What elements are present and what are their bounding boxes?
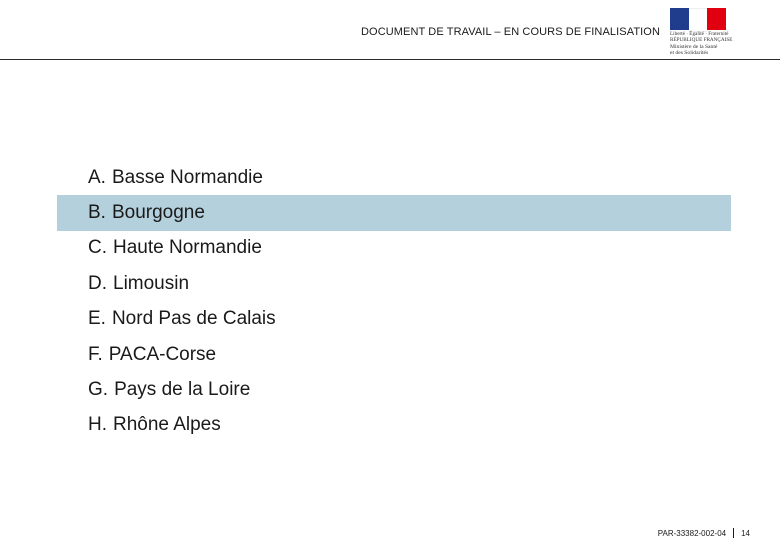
document-status-title: DOCUMENT DE TRAVAIL – EN COURS DE FINALISATION bbox=[361, 26, 660, 38]
list-item-letter: H. bbox=[88, 414, 107, 436]
region-list bbox=[57, 160, 731, 443]
logo-ministry-line1: Ministère de la Santé bbox=[670, 44, 718, 50]
list-item-label: Pays de la Loire bbox=[114, 379, 251, 401]
list-item-letter: E. bbox=[88, 308, 106, 330]
header-divider bbox=[0, 59, 780, 60]
list-item-label: Haute Normandie bbox=[113, 237, 262, 259]
list-item-label: Rhône Alpes bbox=[113, 414, 221, 436]
list-item-label: Limousin bbox=[113, 272, 190, 294]
document-reference: PAR-33382-002-04 bbox=[657, 529, 727, 538]
page-footer bbox=[658, 528, 750, 538]
list-item-letter: F. bbox=[88, 343, 103, 365]
list-item-letter: A. bbox=[88, 166, 106, 188]
list-item bbox=[57, 408, 731, 443]
logo-motto: Liberté · Égalité · Fraternité bbox=[670, 31, 729, 37]
list-item-letter: B. bbox=[88, 202, 106, 224]
list-item bbox=[57, 372, 731, 407]
list-item-label: PACA-Corse bbox=[108, 343, 217, 365]
ministry-logo bbox=[668, 6, 733, 56]
list-item bbox=[57, 160, 731, 195]
list-item bbox=[57, 266, 731, 301]
list-item bbox=[57, 195, 731, 230]
footer-separator bbox=[733, 528, 734, 538]
logo-ministry-line2: et des Solidarités bbox=[670, 50, 709, 56]
list-item-label: Bourgogne bbox=[111, 202, 205, 224]
list-item bbox=[57, 302, 731, 337]
list-item-label: Basse Normandie bbox=[111, 166, 263, 188]
logo-republic: RÉPUBLIQUE FRANÇAISE bbox=[670, 37, 733, 43]
list-item-letter: D. bbox=[88, 272, 107, 294]
list-item-letter: G. bbox=[88, 379, 109, 401]
list-item bbox=[57, 231, 731, 266]
list-item-label: Nord Pas de Calais bbox=[111, 308, 276, 330]
list-item-letter: C. bbox=[88, 237, 107, 259]
list-item bbox=[57, 337, 731, 372]
page-number: 14 bbox=[741, 529, 750, 538]
marianne-flag-icon bbox=[670, 8, 726, 30]
